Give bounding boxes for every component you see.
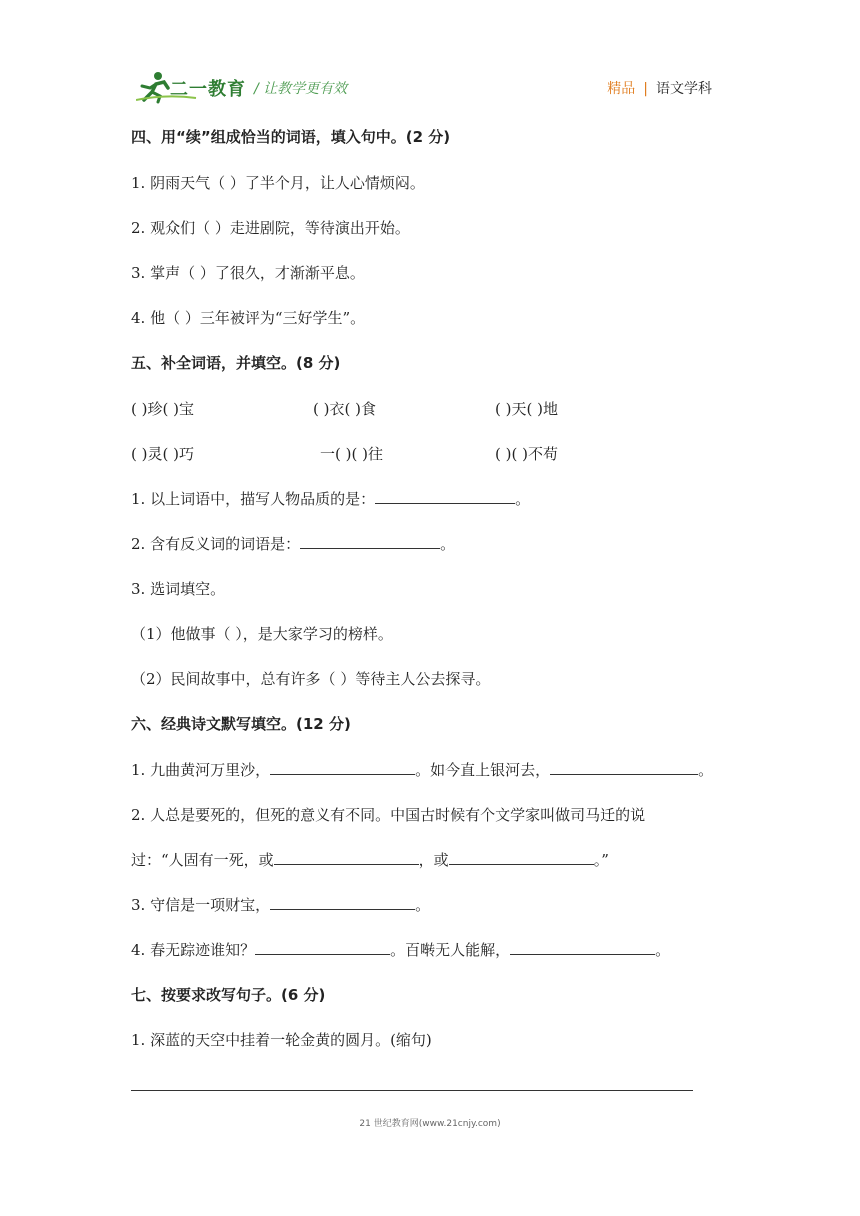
sec4-item-3: 3. 掌声（ ）了很久，才渐渐平息。 (131, 264, 365, 282)
poem-line-5 (131, 940, 670, 960)
q2-suffix: 。 (440, 535, 456, 553)
answer-blank[interactable] (270, 895, 415, 910)
poem-line-1 (131, 760, 713, 780)
sec5-question-2 (131, 534, 455, 554)
section-7-title: 七、按要求改写句子。(6 分) (131, 986, 326, 1004)
idiom-4: ( )灵( )巧 (131, 445, 194, 463)
brand-separator: | (643, 81, 648, 97)
poem-text: 。 (655, 941, 671, 959)
idiom-2: ( )衣( )食 (313, 400, 376, 418)
sec5-question-1 (131, 489, 530, 509)
poem-text: 。” (593, 851, 609, 869)
answer-blank[interactable] (270, 760, 415, 775)
poem-text: 1. 九曲黄河万里沙， (131, 761, 271, 779)
answer-blank[interactable] (375, 489, 515, 504)
answer-blank[interactable] (550, 760, 698, 775)
poem-text: 。百啭无人能解， (390, 941, 511, 959)
brand-subject: 语文学科 (656, 81, 712, 97)
poem-text: 4. 春无踪迹谁知？ (131, 941, 256, 959)
slogan: / 让教学更有效 (254, 81, 348, 97)
poem-text: 过：“人固有一死，或 (131, 851, 274, 869)
brand-quality: 精品 (607, 81, 636, 97)
poem-line-2: 2. 人总是要死的，但死的意义有不同。中国古时候有个文学家叫做司马迁的说 (131, 806, 646, 824)
sec5-question-3b: （2）民间故事中，总有许多（ ）等待主人公去探寻。 (131, 670, 491, 688)
poem-text: 。 (415, 896, 431, 914)
sec5-question-3a: （1）他做事（ ），是大家学习的榜样。 (131, 625, 393, 643)
answer-blank[interactable] (300, 534, 440, 549)
answer-blank[interactable] (449, 850, 594, 865)
answer-line[interactable] (131, 1090, 693, 1091)
q2-text: 2. 含有反义词的词语是： (131, 535, 301, 553)
sec5-question-3: 3. 选词填空。 (131, 580, 226, 598)
poem-text: 。 (698, 761, 714, 779)
answer-blank[interactable] (274, 850, 419, 865)
idiom-6: ( )( )不苟 (495, 445, 558, 463)
idiom-3: ( )天( )地 (495, 400, 558, 418)
poem-text: 3. 守信是一项财宝， (131, 896, 271, 914)
idiom-5: 一( )( )往 (320, 445, 383, 463)
sec4-item-2: 2. 观众们（ ）走进剧院，等待演出开始。 (131, 219, 410, 237)
section-6-title: 六、经典诗文默写填空。(12 分) (131, 715, 351, 733)
logo-text: 二一教育 (170, 79, 246, 100)
poem-text: ，或 (418, 851, 449, 869)
q1-suffix: 。 (515, 490, 531, 508)
idiom-1: ( )珍( )宝 (131, 400, 194, 418)
sec4-item-4: 4. 他（ ）三年被评为“三好学生”。 (131, 309, 366, 327)
poem-text: 。如今直上银河去， (415, 761, 551, 779)
poem-line-4 (131, 895, 430, 915)
q1-text: 1. 以上词语中，描写人物品质的是： (131, 490, 376, 508)
page-header (136, 70, 716, 106)
section-5-title: 五、补全词语，并填空。(8 分) (131, 354, 341, 372)
sec4-item-1: 1. 阴雨天气（ ）了半个月，让人心情烦闷。 (131, 174, 425, 192)
sec7-item-1: 1. 深蓝的天空中挂着一轮金黄的圆月。(缩句) (131, 1031, 432, 1049)
page-footer: 21 世纪教育网(www.21cnjy.com) (359, 1119, 501, 1129)
answer-blank[interactable] (510, 940, 655, 955)
brand-label (607, 78, 712, 98)
answer-blank[interactable] (255, 940, 390, 955)
section-4-title: 四、用“续”组成恰当的词语，填入句中。(2 分) (131, 128, 451, 146)
poem-line-3 (131, 850, 609, 870)
